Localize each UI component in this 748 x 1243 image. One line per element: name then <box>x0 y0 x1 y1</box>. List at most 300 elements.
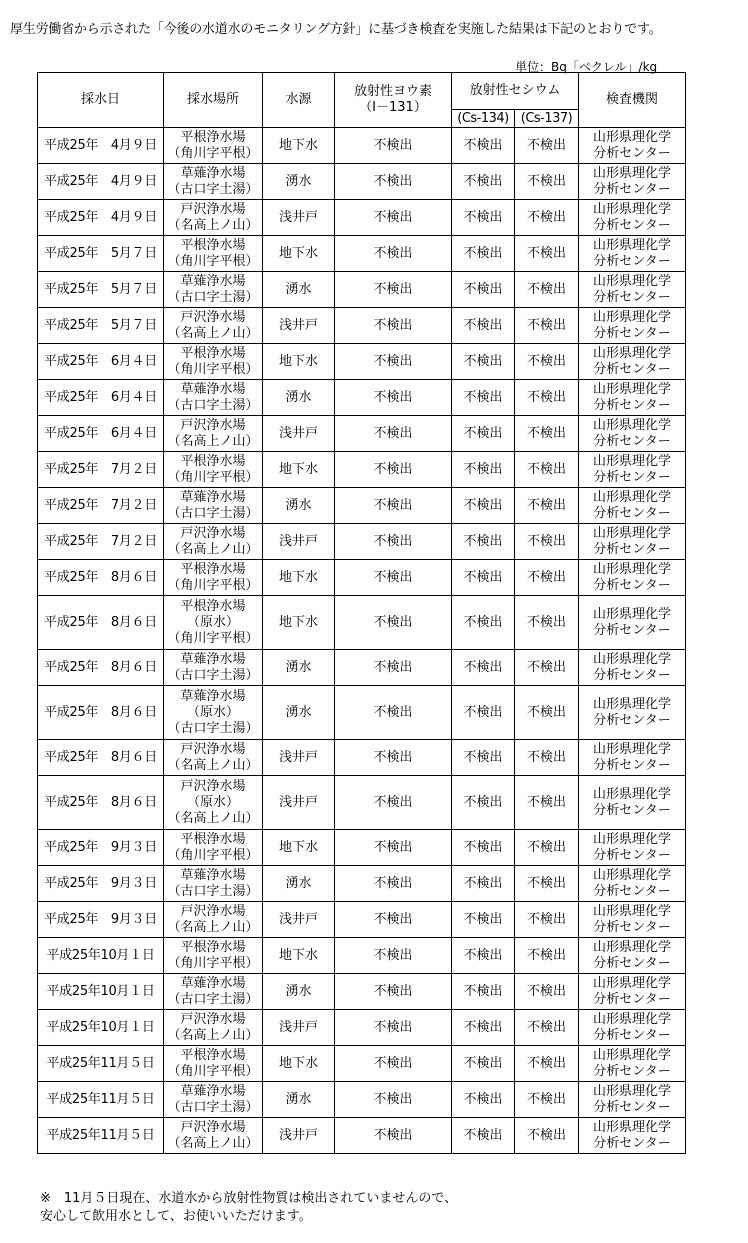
cell-place-line: （名高上ノ山） <box>167 919 259 935</box>
cell-place-line: （古口字土湯） <box>167 289 259 305</box>
cell-cs137: 不検出 <box>515 1046 579 1082</box>
cell-lab-line: 分析センター <box>593 577 671 593</box>
table-row <box>38 560 686 596</box>
cell-cs137: 不検出 <box>515 560 579 596</box>
cell-lab-line: 山形県理化学 <box>592 345 671 361</box>
cell-lab <box>579 686 686 740</box>
cell-lab-line: 分析センター <box>593 712 671 728</box>
cell-lab-line: 山形県理化学 <box>592 201 671 217</box>
cell-lab <box>579 1082 686 1118</box>
cell-i131: 不検出 <box>335 164 452 200</box>
header-lab: 検査機関 <box>579 73 686 128</box>
cell-source: 浅井戸 <box>263 740 335 776</box>
cell-date: 平成25年 8月６日 <box>38 650 164 686</box>
cell-i131: 不検出 <box>335 1082 452 1118</box>
cell-place-line: （名高上ノ山） <box>167 1135 259 1151</box>
cell-source: 浅井戸 <box>263 1010 335 1046</box>
cell-source: 湧水 <box>263 686 335 740</box>
table-row <box>38 200 686 236</box>
cell-i131: 不検出 <box>335 686 452 740</box>
cell-place <box>164 236 263 272</box>
cell-lab <box>579 1010 686 1046</box>
cell-source: 浅井戸 <box>263 416 335 452</box>
cell-cs134: 不検出 <box>452 128 515 164</box>
cell-lab-line: 分析センター <box>593 217 671 233</box>
cell-cs137: 不検出 <box>515 452 579 488</box>
cell-date: 平成25年 8月６日 <box>38 686 164 740</box>
cell-lab-line: 山形県理化学 <box>592 525 671 541</box>
cell-place-line: （角川字平根） <box>167 577 259 593</box>
cell-lab-line: 分析センター <box>593 1099 671 1115</box>
cell-lab-line: 分析センター <box>593 802 671 818</box>
cell-place-line: （名高上ノ山） <box>167 757 259 773</box>
cell-lab <box>579 524 686 560</box>
table-row <box>38 596 686 650</box>
cell-lab-line: 分析センター <box>593 361 671 377</box>
cell-source: 湧水 <box>263 1082 335 1118</box>
cell-lab-line: 山形県理化学 <box>592 1119 671 1135</box>
cell-place-line: 草薙浄水場 <box>180 688 246 704</box>
results-table <box>37 72 686 1154</box>
cell-cs134: 不検出 <box>452 596 515 650</box>
cell-lab-line: 分析センター <box>593 1063 671 1079</box>
cell-place-line: （原水） <box>186 704 239 720</box>
cell-lab-line: 分析センター <box>593 181 671 197</box>
cell-place <box>164 164 263 200</box>
cell-lab <box>579 488 686 524</box>
header-iodine-sub: （I－131） <box>359 100 427 115</box>
cell-cs137: 不検出 <box>515 200 579 236</box>
cell-source: 地下水 <box>263 236 335 272</box>
cell-place-line: 平根浄水場 <box>180 831 246 847</box>
cell-source: 湧水 <box>263 380 335 416</box>
cell-lab-line: 山形県理化学 <box>592 561 671 577</box>
cell-i131: 不検出 <box>335 938 452 974</box>
cell-lab-line: 分析センター <box>593 622 671 638</box>
cell-cs137: 不検出 <box>515 938 579 974</box>
cell-place-line: 草薙浄水場 <box>180 165 246 181</box>
cell-cs134: 不検出 <box>452 1082 515 1118</box>
cell-lab <box>579 560 686 596</box>
cell-cs137: 不検出 <box>515 776 579 830</box>
cell-cs134: 不検出 <box>452 902 515 938</box>
cell-lab <box>579 344 686 380</box>
cell-source: 浅井戸 <box>263 308 335 344</box>
cell-lab-line: 分析センター <box>593 433 671 449</box>
cell-place-line: （古口字土湯） <box>167 883 259 899</box>
cell-place-line: 草薙浄水場 <box>180 489 246 505</box>
cell-date: 平成25年10月１日 <box>38 974 164 1010</box>
cell-lab <box>579 272 686 308</box>
cell-source: 湧水 <box>263 164 335 200</box>
cell-cs134: 不検出 <box>452 740 515 776</box>
cell-place-line: （古口字土湯） <box>167 181 259 197</box>
cell-lab-line: 山形県理化学 <box>592 903 671 919</box>
cell-lab-line: 分析センター <box>593 955 671 971</box>
cell-i131: 不検出 <box>335 776 452 830</box>
cell-place <box>164 308 263 344</box>
table-row <box>38 416 686 452</box>
cell-lab-line: 山形県理化学 <box>592 237 671 253</box>
cell-cs134: 不検出 <box>452 1046 515 1082</box>
cell-place <box>164 128 263 164</box>
cell-lab-line: 山形県理化学 <box>592 939 671 955</box>
cell-i131: 不検出 <box>335 1118 452 1154</box>
cell-place-line: （名高上ノ山） <box>167 1027 259 1043</box>
cell-date: 平成25年 6月４日 <box>38 344 164 380</box>
cell-place-line: （角川字平根） <box>167 847 259 863</box>
cell-place-line: 草薙浄水場 <box>180 651 246 667</box>
cell-lab-line: 分析センター <box>593 469 671 485</box>
cell-source: 地下水 <box>263 452 335 488</box>
cell-date: 平成25年11月５日 <box>38 1118 164 1154</box>
cell-lab <box>579 866 686 902</box>
footnote <box>40 1190 457 1226</box>
cell-source: 地下水 <box>263 938 335 974</box>
cell-place <box>164 596 263 650</box>
table-row <box>38 902 686 938</box>
cell-place-line: 戸沢浄水場 <box>180 778 246 794</box>
cell-cs137: 不検出 <box>515 1118 579 1154</box>
cell-source: 浅井戸 <box>263 200 335 236</box>
cell-place-line: 平根浄水場 <box>180 598 246 614</box>
table-row <box>38 650 686 686</box>
cell-place-line: 草薙浄水場 <box>180 867 246 883</box>
table-row <box>38 1010 686 1046</box>
cell-i131: 不検出 <box>335 866 452 902</box>
cell-i131: 不検出 <box>335 830 452 866</box>
cell-lab <box>579 236 686 272</box>
cell-lab <box>579 596 686 650</box>
footnote-line-1: ※ 11月５日現在、水道水から放射性物質は検出されていませんので、 <box>40 1191 458 1206</box>
table-row <box>38 740 686 776</box>
header-cesium: 放射性セシウム <box>452 73 579 110</box>
cell-cs137: 不検出 <box>515 830 579 866</box>
cell-place-line: 草薙浄水場 <box>180 975 246 991</box>
cell-lab <box>579 902 686 938</box>
cell-place <box>164 866 263 902</box>
cell-date: 平成25年11月５日 <box>38 1082 164 1118</box>
cell-cs137: 不検出 <box>515 902 579 938</box>
cell-cs134: 不検出 <box>452 416 515 452</box>
cell-lab-line: 分析センター <box>593 991 671 1007</box>
cell-place-line: 草薙浄水場 <box>180 1083 246 1099</box>
intro-text: 厚生労働省から示された「今後の水道水のモニタリング方針」に基づき検査を実施した結果は下記のとおりです。 <box>10 22 662 37</box>
cell-place-line: （名高上ノ山） <box>167 810 259 826</box>
cell-i131: 不検出 <box>335 560 452 596</box>
cell-date: 平成25年 8月６日 <box>38 596 164 650</box>
cell-date: 平成25年 9月３日 <box>38 902 164 938</box>
cell-lab-line: 山形県理化学 <box>592 741 671 757</box>
cell-date: 平成25年 7月２日 <box>38 524 164 560</box>
cell-cs137: 不検出 <box>515 650 579 686</box>
header-place: 採水場所 <box>164 73 263 128</box>
header-source: 水源 <box>263 73 335 128</box>
cell-place-line: （名高上ノ山） <box>167 217 259 233</box>
cell-cs134: 不検出 <box>452 452 515 488</box>
cell-place <box>164 560 263 596</box>
cell-place <box>164 524 263 560</box>
cell-i131: 不検出 <box>335 344 452 380</box>
cell-cs137: 不検出 <box>515 686 579 740</box>
cell-cs137: 不検出 <box>515 344 579 380</box>
cell-place-line: （名高上ノ山） <box>167 325 259 341</box>
cell-date: 平成25年 5月７日 <box>38 236 164 272</box>
cell-date: 平成25年10月１日 <box>38 1010 164 1046</box>
cell-place <box>164 452 263 488</box>
cell-lab-line: 山形県理化学 <box>592 696 671 712</box>
cell-i131: 不検出 <box>335 596 452 650</box>
cell-i131: 不検出 <box>335 236 452 272</box>
cell-cs137: 不検出 <box>515 524 579 560</box>
cell-source: 湧水 <box>263 974 335 1010</box>
cell-place-line: 平根浄水場 <box>180 345 246 361</box>
cell-place-line: 平根浄水場 <box>180 1047 246 1063</box>
cell-place-line: 草薙浄水場 <box>180 273 246 289</box>
cell-cs137: 不検出 <box>515 128 579 164</box>
cell-place <box>164 902 263 938</box>
cell-i131: 不検出 <box>335 740 452 776</box>
cell-source: 地下水 <box>263 560 335 596</box>
cell-i131: 不検出 <box>335 974 452 1010</box>
cell-lab-line: 山形県理化学 <box>592 867 671 883</box>
cell-place <box>164 200 263 236</box>
cell-lab <box>579 452 686 488</box>
header-cs137: (Cs-137) <box>515 110 579 128</box>
table-row <box>38 380 686 416</box>
cell-date: 平成25年 4月９日 <box>38 164 164 200</box>
cell-cs137: 不検出 <box>515 164 579 200</box>
cell-lab <box>579 308 686 344</box>
cell-i131: 不検出 <box>335 200 452 236</box>
cell-place <box>164 380 263 416</box>
cell-place-line: （角川字平根） <box>167 361 259 377</box>
cell-lab-line: 分析センター <box>593 919 671 935</box>
cell-place-line: （角川字平根） <box>167 469 259 485</box>
table-row <box>38 776 686 830</box>
cell-place-line: 平根浄水場 <box>180 939 246 955</box>
cell-lab <box>579 740 686 776</box>
cell-lab-line: 山形県理化学 <box>592 417 671 433</box>
cell-place-line: （名高上ノ山） <box>167 433 259 449</box>
cell-lab <box>579 128 686 164</box>
cell-cs137: 不検出 <box>515 596 579 650</box>
cell-cs137: 不検出 <box>515 416 579 452</box>
cell-cs137: 不検出 <box>515 236 579 272</box>
cell-lab-line: 山形県理化学 <box>592 453 671 469</box>
cell-lab-line: 山形県理化学 <box>592 786 671 802</box>
table-row <box>38 866 686 902</box>
cell-cs134: 不検出 <box>452 236 515 272</box>
table-row <box>38 686 686 740</box>
cell-date: 平成25年 7月２日 <box>38 452 164 488</box>
cell-i131: 不検出 <box>335 380 452 416</box>
cell-place <box>164 1010 263 1046</box>
cell-place-line: 戸沢浄水場 <box>180 525 246 541</box>
cell-date: 平成25年 8月６日 <box>38 560 164 596</box>
cell-source: 浅井戸 <box>263 776 335 830</box>
cell-place <box>164 938 263 974</box>
cell-source: 地下水 <box>263 128 335 164</box>
cell-source: 浅井戸 <box>263 1118 335 1154</box>
table-row <box>38 344 686 380</box>
cell-date: 平成25年 4月９日 <box>38 128 164 164</box>
cell-i131: 不検出 <box>335 128 452 164</box>
cell-i131: 不検出 <box>335 416 452 452</box>
cell-cs134: 不検出 <box>452 776 515 830</box>
cell-cs134: 不検出 <box>452 866 515 902</box>
cell-cs134: 不検出 <box>452 488 515 524</box>
header-iodine-label: 放射性ヨウ素 <box>353 84 432 99</box>
table-row <box>38 524 686 560</box>
cell-date: 平成25年 4月９日 <box>38 200 164 236</box>
cell-place-line: （角川字平根） <box>167 253 259 269</box>
cell-cs134: 不検出 <box>452 344 515 380</box>
cell-date: 平成25年11月５日 <box>38 1046 164 1082</box>
cell-i131: 不検出 <box>335 524 452 560</box>
cell-lab-line: 山形県理化学 <box>592 273 671 289</box>
cell-date: 平成25年10月１日 <box>38 938 164 974</box>
cell-cs134: 不検出 <box>452 830 515 866</box>
cell-place-line: （原水） <box>186 614 239 630</box>
cell-i131: 不検出 <box>335 1046 452 1082</box>
cell-lab-line: 山形県理化学 <box>592 309 671 325</box>
cell-lab <box>579 974 686 1010</box>
cell-cs134: 不検出 <box>452 1010 515 1046</box>
header-iodine <box>335 73 452 128</box>
cell-cs137: 不検出 <box>515 1082 579 1118</box>
cell-date: 平成25年 8月６日 <box>38 776 164 830</box>
cell-place-line: （名高上ノ山） <box>167 541 259 557</box>
cell-cs137: 不検出 <box>515 866 579 902</box>
cell-lab-line: 分析センター <box>593 1027 671 1043</box>
cell-place-line: 戸沢浄水場 <box>180 741 246 757</box>
cell-cs134: 不検出 <box>452 686 515 740</box>
cell-lab <box>579 1046 686 1082</box>
cell-place-line: 平根浄水場 <box>180 237 246 253</box>
cell-cs137: 不検出 <box>515 488 579 524</box>
cell-cs137: 不検出 <box>515 1010 579 1046</box>
cell-place-line: 平根浄水場 <box>180 561 246 577</box>
cell-i131: 不検出 <box>335 272 452 308</box>
table-row <box>38 272 686 308</box>
cell-place-line: （角川字平根） <box>167 1063 259 1079</box>
results-body <box>38 128 686 1154</box>
cell-lab-line: 山形県理化学 <box>592 489 671 505</box>
cell-place-line: （古口字土湯） <box>167 667 259 683</box>
cell-cs134: 不検出 <box>452 308 515 344</box>
unit-label: 単位：Bq「ベクレル」/kg <box>515 60 658 74</box>
cell-lab-line: 山形県理化学 <box>592 1083 671 1099</box>
table-row <box>38 452 686 488</box>
cell-source: 湧水 <box>263 866 335 902</box>
cell-lab-line: 山形県理化学 <box>592 129 671 145</box>
cell-cs137: 不検出 <box>515 308 579 344</box>
cell-place-line: 平根浄水場 <box>180 129 246 145</box>
cell-lab-line: 分析センター <box>593 145 671 161</box>
cell-place <box>164 272 263 308</box>
cell-cs134: 不検出 <box>452 938 515 974</box>
cell-lab-line: 分析センター <box>593 253 671 269</box>
cell-lab <box>579 938 686 974</box>
cell-lab <box>579 650 686 686</box>
cell-place-line: 戸沢浄水場 <box>180 1119 246 1135</box>
cell-cs134: 不検出 <box>452 524 515 560</box>
cell-i131: 不検出 <box>335 488 452 524</box>
cell-cs137: 不検出 <box>515 272 579 308</box>
cell-place <box>164 650 263 686</box>
table-row <box>38 938 686 974</box>
cell-place <box>164 1082 263 1118</box>
cell-lab-line: 分析センター <box>593 505 671 521</box>
cell-lab-line: 山形県理化学 <box>592 1047 671 1063</box>
cell-source: 浅井戸 <box>263 902 335 938</box>
cell-source: 地下水 <box>263 830 335 866</box>
cell-cs134: 不検出 <box>452 1118 515 1154</box>
table-row <box>38 974 686 1010</box>
cell-date: 平成25年 6月４日 <box>38 416 164 452</box>
cell-source: 湧水 <box>263 272 335 308</box>
table-row <box>38 1046 686 1082</box>
cell-lab <box>579 830 686 866</box>
cell-cs134: 不検出 <box>452 272 515 308</box>
cell-lab-line: 分析センター <box>593 325 671 341</box>
cell-lab-line: 山形県理化学 <box>592 381 671 397</box>
cell-source: 湧水 <box>263 488 335 524</box>
cell-date: 平成25年 9月３日 <box>38 866 164 902</box>
cell-lab-line: 分析センター <box>593 847 671 863</box>
cell-place <box>164 740 263 776</box>
cell-place-line: （古口字土湯） <box>167 1099 259 1115</box>
cell-source: 浅井戸 <box>263 524 335 560</box>
cell-place <box>164 830 263 866</box>
table-row <box>38 488 686 524</box>
cell-cs134: 不検出 <box>452 380 515 416</box>
cell-place-line: （古口字土湯） <box>167 720 259 736</box>
table-row <box>38 1082 686 1118</box>
cell-cs137: 不検出 <box>515 974 579 1010</box>
cell-source: 地下水 <box>263 344 335 380</box>
cell-place <box>164 488 263 524</box>
cell-place-line: 戸沢浄水場 <box>180 1011 246 1027</box>
cell-lab-line: 山形県理化学 <box>592 1011 671 1027</box>
cell-place <box>164 686 263 740</box>
cell-lab <box>579 1118 686 1154</box>
cell-date: 平成25年 9月３日 <box>38 830 164 866</box>
cell-place-line: （古口字土湯） <box>167 397 259 413</box>
cell-lab <box>579 380 686 416</box>
cell-cs137: 不検出 <box>515 740 579 776</box>
cell-lab-line: 分析センター <box>593 541 671 557</box>
cell-lab-line: 山形県理化学 <box>592 831 671 847</box>
cell-place-line: （古口字土湯） <box>167 991 259 1007</box>
cell-cs134: 不検出 <box>452 560 515 596</box>
cell-cs134: 不検出 <box>452 164 515 200</box>
cell-date: 平成25年 7月２日 <box>38 488 164 524</box>
cell-place-line: 戸沢浄水場 <box>180 417 246 433</box>
cell-place-line: 平根浄水場 <box>180 453 246 469</box>
table-row <box>38 236 686 272</box>
cell-source: 地下水 <box>263 596 335 650</box>
cell-i131: 不検出 <box>335 902 452 938</box>
cell-place-line: （角川字平根） <box>167 145 259 161</box>
cell-cs134: 不検出 <box>452 974 515 1010</box>
cell-lab-line: 分析センター <box>593 397 671 413</box>
cell-source: 湧水 <box>263 650 335 686</box>
header-date: 採水日 <box>38 73 164 128</box>
cell-place-line: （角川字平根） <box>167 955 259 971</box>
cell-place-line: （原水） <box>186 794 239 810</box>
